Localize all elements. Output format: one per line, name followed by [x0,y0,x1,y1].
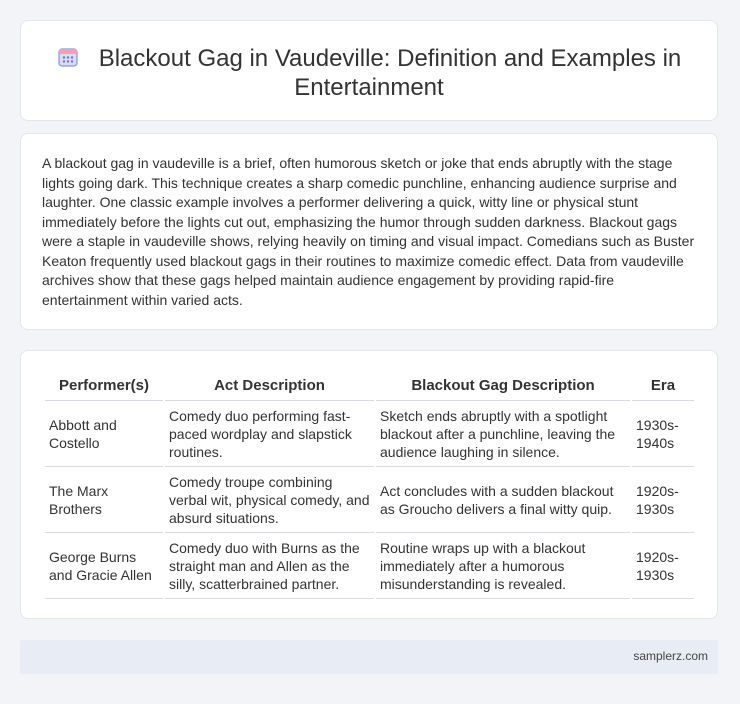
footer-site-link[interactable]: samplerz.com [633,649,708,663]
page-title-text: Blackout Gag in Vaudeville: Definition and Examples in Entertainment [98,45,682,101]
title-card [20,20,718,121]
cell-performers: Abbott and Costello [45,403,163,467]
cell-act-description: Comedy troupe combining verbal wit, physical comedy, and absurd situations. [165,469,374,533]
header-performers: Performer(s) [45,371,163,401]
cell-act-description: Comedy duo with Burns as the straight man and Allen as the silly, scatterbrained partner. [165,535,374,599]
cell-blackout-gag: Act concludes with a sudden blackout as Groucho delivers a final witty quip. [376,469,630,533]
header-era: Era [632,371,694,401]
cell-performers: The Marx Brothers [45,469,163,533]
header-blackout-gag: Blackout Gag Description [376,371,630,401]
cell-era: 1920s-1930s [632,469,694,533]
vaudeville-table [43,369,696,601]
table-row [45,403,694,467]
footer [20,640,718,674]
calendar-icon [57,46,79,68]
table-header-row [45,371,694,401]
cell-act-description: Comedy duo performing fast-paced wordplay and slapstick routines. [165,403,374,467]
table-card [20,350,718,619]
intro-card [20,133,718,330]
cell-blackout-gag: Routine wraps up with a blackout immediately after a humorous misunderstanding is revealed. [376,535,630,599]
page-title [21,44,717,102]
intro-paragraph: A blackout gag in vaudeville is a brief, often humorous sketch or joke that ends abruptly with the stage lights going dark. This technique creates a sharp comedic punchline, enhancing audience surprise and laughter. One classic example involves a performer delivering a quick, witty line or physical stunt immediately before the lights cut out, emphasizing the humor through sudden darkness. Blackout gags were a staple in vaudeville shows, relying heavily on timing and visual impact. Comedians such as Buster Keaton frequently used blackout gags in their routines to maximize comedic effect. Data from vaudeville archives show that these gags helped maintain audience engagement by providing rapid-fire entertainment within varied acts. [42,155,695,308]
cell-era: 1930s-1940s [632,403,694,467]
cell-era: 1920s-1930s [632,535,694,599]
header-act-description: Act Description [165,371,374,401]
cell-blackout-gag: Sketch ends abruptly with a spotlight blackout after a punchline, leaving the audience laughing in silence. [376,403,630,467]
table-row [45,469,694,533]
table-row [45,535,694,599]
cell-performers: George Burns and Gracie Allen [45,535,163,599]
